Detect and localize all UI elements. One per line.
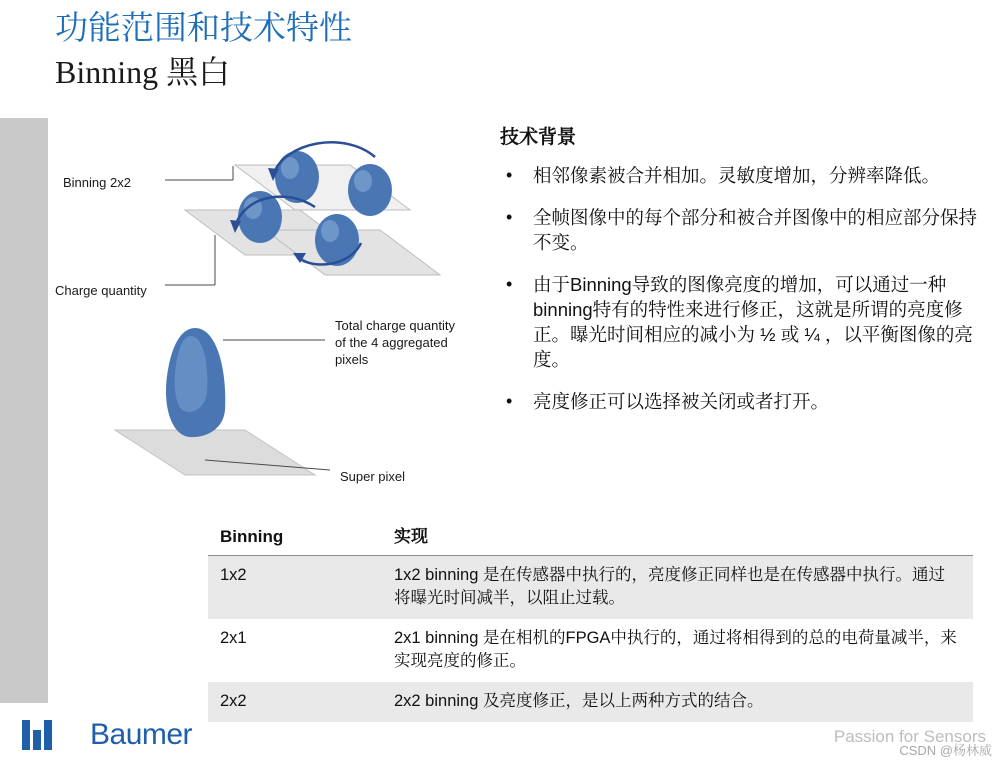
bullet-text: 相邻像素被合并相加。灵敏度增加，分辨率降低。: [533, 165, 941, 186]
column-header-binning: Binning: [208, 517, 382, 556]
bullet-marker-icon: •: [506, 391, 513, 411]
table-row: [208, 682, 973, 722]
technical-background-section: [500, 122, 980, 431]
bullet-text: 由于Binning导致的图像亮度的增加，可以通过一种binning特有的特性来进行修正，这就是所谓的亮度修正。曝光时间相应的减小为 ½ 或 ¼ ，以平衡图像的亮度。: [533, 274, 973, 370]
table-row: [208, 619, 973, 682]
baumer-logo: [22, 718, 192, 752]
label-total-charge: Total charge quantity of the 4 aggregated pixels: [335, 318, 455, 367]
binning-illustration: [55, 125, 485, 505]
bullet-marker-icon: •: [506, 165, 513, 185]
table-header: [208, 517, 973, 556]
bullet-list: [500, 163, 980, 414]
section-heading: 技术背景: [500, 127, 577, 148]
left-accent-bar: [0, 118, 48, 703]
title-subtitle: Binning 黑白: [55, 54, 231, 90]
column-header-implementation: 实现: [382, 517, 973, 556]
list-item: [500, 205, 980, 255]
cell-binning-description: 2x1 binning 是在相机的FPGA中执行的，通过将相得到的总的电荷量减半，来实现亮度的修正。: [382, 619, 973, 682]
page-title: [55, 8, 352, 92]
bullet-text: 亮度修正可以选择被关闭或者打开。: [533, 391, 830, 412]
bullet-text: 全帧图像中的每个部分和被合并图像中的相应部分保持不变。: [533, 207, 978, 253]
logo-text: Baumer: [90, 718, 193, 751]
cell-binning-description: 1x2 binning 是在传感器中执行的，亮度修正同样也是在传感器中执行。通过将曝光时间减半，以阻止过载。: [382, 556, 973, 620]
cell-binning-mode: 1x2: [208, 556, 382, 620]
label-charge-quantity: Charge quantity: [55, 283, 147, 298]
cell-binning-description: 2x2 binning 及亮度修正，是以上两种方式的结合。: [382, 682, 973, 722]
binning-modes-table: [208, 517, 973, 722]
bullet-marker-icon: •: [506, 207, 513, 227]
label-super-pixel: Super pixel: [340, 469, 406, 484]
table-header-row: [208, 517, 973, 556]
cell-binning-mode: 2x1: [208, 619, 382, 682]
table-row: [208, 556, 973, 620]
title-main: 功能范围和技术特性: [55, 11, 352, 47]
footer-claim: Passion for Sensors: [833, 727, 986, 746]
list-item: [500, 389, 980, 414]
list-item: [500, 163, 980, 188]
binning-2x2-diagram-icon: [165, 135, 485, 315]
cell-binning-mode: 2x2: [208, 682, 382, 722]
table-body: [208, 556, 973, 723]
label-binning-2x2: Binning 2x2: [63, 175, 131, 190]
logo-mark-icon: [22, 720, 78, 750]
list-item: [500, 272, 980, 372]
bullet-marker-icon: •: [506, 274, 513, 294]
watermark: CSDN @杨林威: [899, 743, 992, 758]
